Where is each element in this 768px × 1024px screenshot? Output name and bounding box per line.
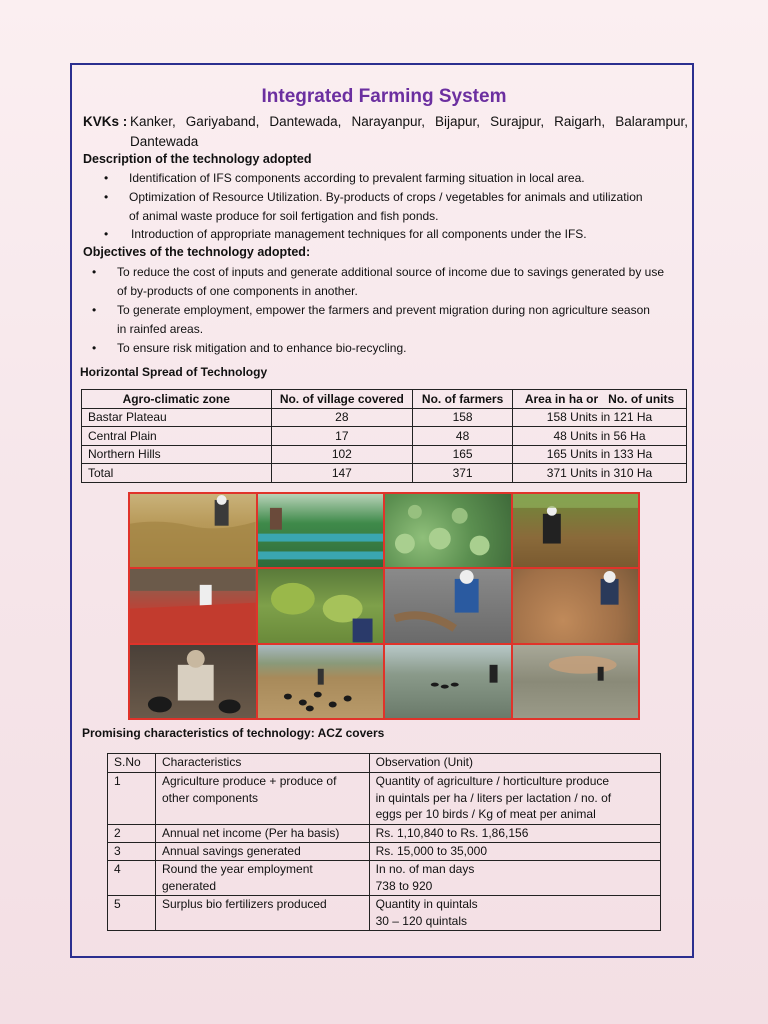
kvk-names-line2: Dantewada — [130, 134, 199, 149]
table-row — [108, 825, 661, 843]
table-row — [82, 427, 687, 446]
photo-farmer-hens — [130, 645, 256, 718]
photo-duck-pond — [385, 645, 511, 718]
list-item: • Introduction of appropriate management techniques for all components under the IFS. — [104, 227, 587, 241]
promising-table — [107, 753, 661, 931]
table-cell: 165 — [413, 445, 513, 464]
table-row — [108, 843, 661, 861]
photo-tuber-harvest — [385, 569, 511, 642]
column-header: No. of farmers — [413, 390, 513, 409]
table-row — [108, 861, 661, 896]
list-item: • Optimization of Resource Utilization. By-products of crops / vegetables for animals and utilization of animal waste produce for soil fertigation and fish ponds. — [104, 190, 643, 223]
table-cell: 17 — [271, 427, 413, 446]
table-cell: Bastar Plateau — [82, 408, 272, 427]
photo-wheat-field — [130, 494, 256, 567]
table-cell: 1 — [108, 773, 156, 825]
photo-farmer-tree — [513, 494, 639, 567]
spread-heading: Horizontal Spread of Technology — [80, 365, 268, 379]
table-cell: Annual savings generated — [155, 843, 369, 861]
photo-duck-yard — [258, 645, 384, 718]
objectives-heading: Objectives of the technology adopted: — [83, 245, 311, 259]
table-cell: 371 — [413, 464, 513, 483]
table-cell: Round the year employment generated — [155, 861, 369, 896]
list-item: • To reduce the cost of inputs and generate additional source of income due to savings generated by use of by-products of one components in another. — [92, 265, 665, 298]
column-header: Agro-climatic zone — [82, 390, 272, 409]
table-header-row — [82, 390, 687, 409]
photo-vegetable-field — [258, 494, 384, 567]
column-header: No. of village covered — [271, 390, 413, 409]
table-row — [82, 464, 687, 483]
column-header: S.No — [108, 754, 156, 773]
table-cell: 371 Units in 310 Ha — [513, 464, 687, 483]
table-cell: Quantity in quintals 30 – 120 quintals — [369, 896, 660, 931]
spread-table — [81, 389, 687, 483]
list-item: • Identification of IFS components according to prevalent farming situation in local area. — [104, 171, 585, 185]
table-cell: 48 — [413, 427, 513, 446]
table-cell: 28 — [271, 408, 413, 427]
kvk-names-line1: Kanker, Gariyaband, Dantewada, Narayanpur, Bijapur, Surajpur, Raigarh, Balarampur, — [130, 114, 688, 129]
table-cell: Central Plain — [82, 427, 272, 446]
table-cell: Annual net income (Per ha basis) — [155, 825, 369, 843]
table-row — [108, 896, 661, 931]
table-cell: 2 — [108, 825, 156, 843]
table-cell: 5 — [108, 896, 156, 931]
table-cell: 147 — [271, 464, 413, 483]
table-cell: Quantity of agriculture / horticulture produce in quintals per ha / liters per lactation / no. of eggs per 10 birds / Kg of meat per animal — [369, 773, 660, 825]
objectives-list — [90, 263, 690, 358]
table-cell: 48 Units in 56 Ha — [513, 427, 687, 446]
description-list — [100, 169, 690, 244]
table-cell: 158 — [413, 408, 513, 427]
page-title: Integrated Farming System — [261, 86, 507, 107]
table-cell: 3 — [108, 843, 156, 861]
list-item: • To generate employment, empower the farmers and prevent migration during non agriculture season in rainfed areas. — [92, 303, 650, 336]
promising-heading: Promising characteristics of technology: ACZ covers — [82, 726, 385, 740]
table-cell: Surplus bio fertilizers produced — [155, 896, 369, 931]
table-cell: 4 — [108, 861, 156, 896]
kvk-label: KVKs : — [83, 114, 128, 129]
photo-fishing-net — [513, 645, 639, 718]
table-cell: Rs. 1,10,840 to Rs. 1,86,156 — [369, 825, 660, 843]
table-header-row — [108, 754, 661, 773]
photo-chilli-drying — [130, 569, 256, 642]
table-cell: Agriculture produce + produce of other components — [155, 773, 369, 825]
photo-tuber-pile — [513, 569, 639, 642]
table-cell: 158 Units in 121 Ha — [513, 408, 687, 427]
table-cell: Northern Hills — [82, 445, 272, 464]
table-cell: Total — [82, 464, 272, 483]
table-cell: 165 Units in 133 Ha — [513, 445, 687, 464]
column-header: Characteristics — [155, 754, 369, 773]
table-cell: 102 — [271, 445, 413, 464]
table-cell: In no. of man days 738 to 920 — [369, 861, 660, 896]
photo-banana-harvest — [258, 569, 384, 642]
description-heading: Description of the technology adopted — [83, 152, 312, 166]
list-item: • To ensure risk mitigation and to enhance bio-recycling. — [92, 341, 407, 355]
table-row — [82, 408, 687, 427]
photo-cabbage-field — [385, 494, 511, 567]
photo-collage — [128, 492, 640, 720]
table-row — [82, 445, 687, 464]
table-cell: Rs. 15,000 to 35,000 — [369, 843, 660, 861]
column-header: Observation (Unit) — [369, 754, 660, 773]
table-row — [108, 773, 661, 825]
column-header: Area in ha or No. of units — [513, 390, 687, 409]
